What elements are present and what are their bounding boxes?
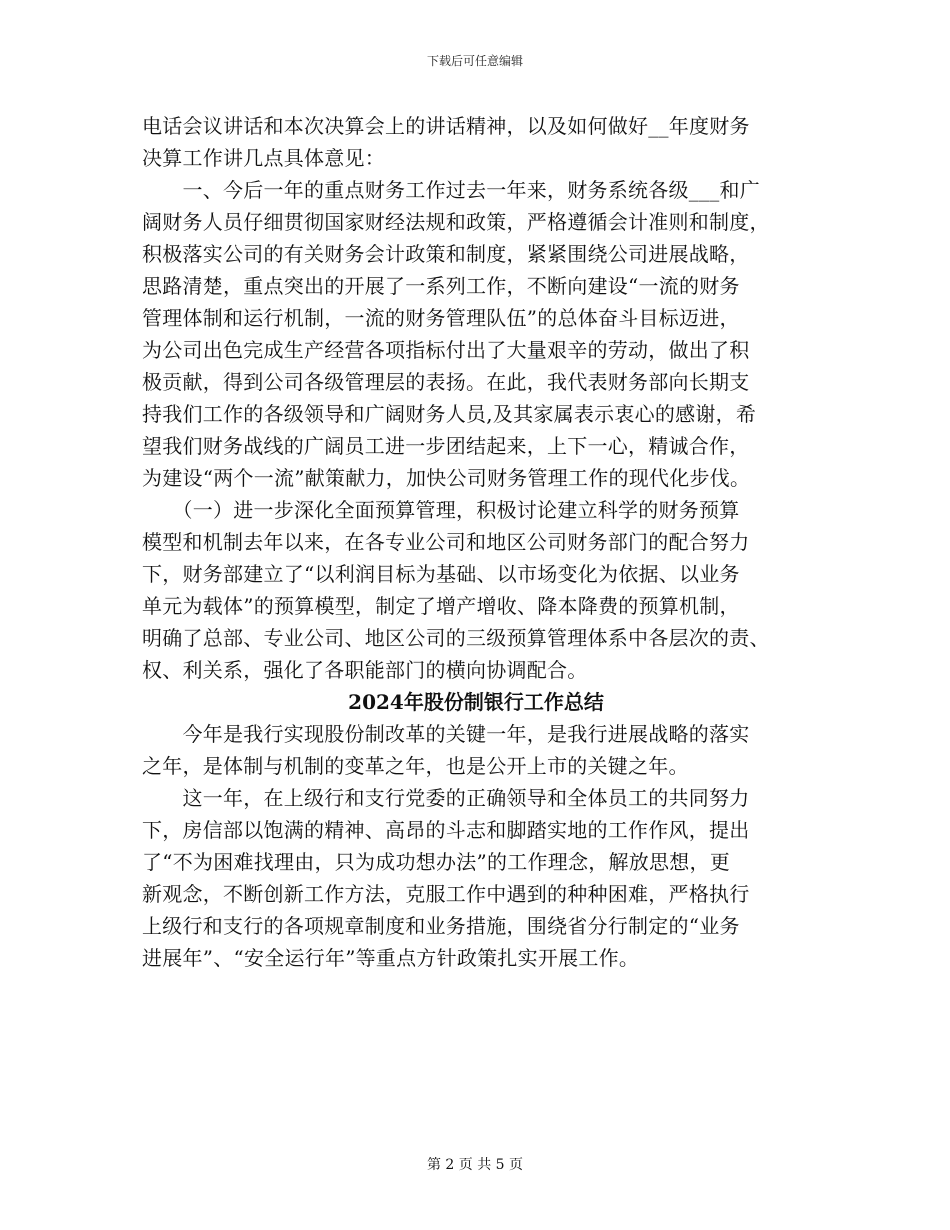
body-line: 明确了总部、专业公司、地区公司的三级预算管理体系中各层次的责、 xyxy=(142,626,770,650)
body-line: 持我们工作的各级领导和广阔财务人员,及其家属表示衷心的感谢，希 xyxy=(142,402,757,426)
body-line: 管理体制和运行机制，一流的财务管理队伍”的总体奋斗目标迈进， xyxy=(142,306,740,330)
body-line: 上级行和支行的各项规章制度和业务措施，围绕省分行制定的“业务 xyxy=(142,914,740,938)
body-line: 之年，是体制与机制的变革之年，也是公开上市的关键之年。 xyxy=(142,754,689,778)
body-line: 下，房信部以饱满的精神、高昂的斗志和脚踏实地的工作作风，提出 xyxy=(142,818,750,842)
body-line: 进展年”、“安全运行年”等重点方针政策扎实开展工作。 xyxy=(142,946,640,970)
body-line: 望我们财务战线的广阔员工进一步团结起来，上下一心，精诚合作， xyxy=(142,434,750,458)
body-line: 阔财务人员仔细贯彻国家财经法规和政策，严格遵循会计准则和制度， xyxy=(142,210,770,234)
body-line: 下，财务部建立了“以利润目标为基础、以市场变化为依据、以业务 xyxy=(142,562,740,586)
page-footer: 第 2 页 共 5 页 xyxy=(426,1157,524,1173)
body-line: 今年是我行实现股份制改革的关键一年，是我行进展战略的落实 xyxy=(142,722,750,746)
body-line: 一、今后一年的重点财务工作过去一年来，财务系统各级___和广 xyxy=(142,178,760,202)
body-line: 思路清楚，重点突出的开展了一系列工作，不断向建设“一流的财务 xyxy=(142,274,740,298)
body-line: 为公司出色完成生产经营各项指标付出了大量艰辛的劳动，做出了积 xyxy=(142,338,750,362)
body-line: 了“不为困难找理由，只为成功想办法”的工作理念，解放思想，更 xyxy=(142,850,730,874)
body-line: （一）进一步深化全面预算管理，积极讨论建立科学的财务预算 xyxy=(142,498,740,522)
body-line: 积极落实公司的有关财务会计政策和制度，紧紧围绕公司进展战略， xyxy=(142,242,750,266)
body-line: 模型和机制去年以来，在各专业公司和地区公司财务部门的配合努力 xyxy=(142,530,750,554)
body-line: 这一年，在上级行和支行党委的正确领导和全体员工的共同努力 xyxy=(142,786,750,810)
body-line: 决算工作讲几点具体意见： xyxy=(142,146,385,170)
body-line: 电话会议讲话和本次决算会上的讲话精神，以及如何做好__年度财务 xyxy=(142,114,750,138)
document-body xyxy=(142,110,810,974)
section-title: 2024年股份制银行工作总结 xyxy=(348,690,604,714)
body-line: 为建设“两个一流”献策献力，加快公司财务管理工作的现代化步伐。 xyxy=(142,466,751,490)
body-line: 极贡献，得到公司各级管理层的表扬。在此，我代表财务部向长期支 xyxy=(142,370,750,394)
body-line: 新观念，不断创新工作方法，克服工作中遇到的种种困难，严格执行 xyxy=(142,882,750,906)
page-header: 下载后可任意编辑 xyxy=(426,54,523,68)
body-line: 权、利关系，强化了各职能部门的横向协调配合。 xyxy=(142,658,588,682)
body-line: 单元为载体”的预算模型，制定了增产增收、降本降费的预算机制， xyxy=(142,594,740,618)
